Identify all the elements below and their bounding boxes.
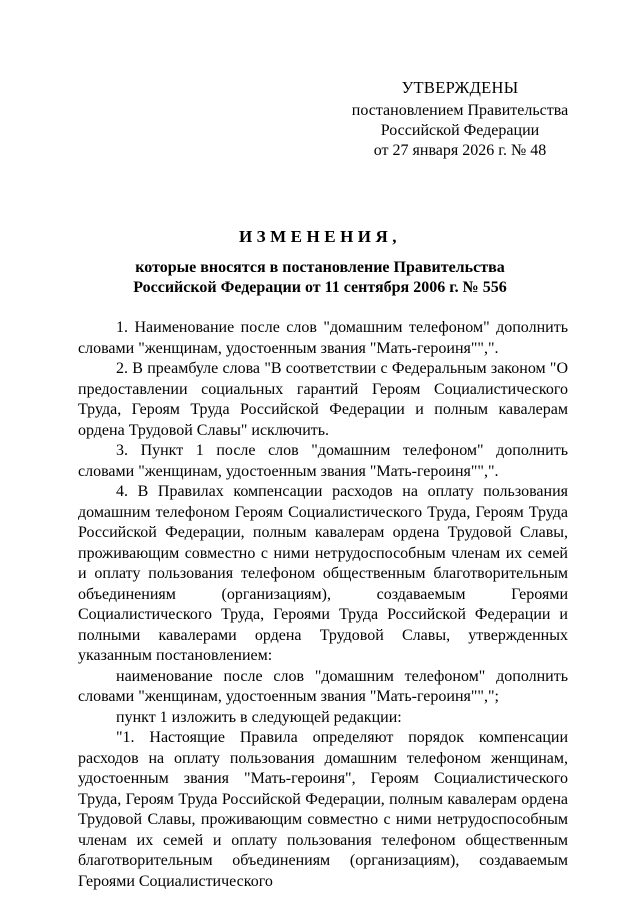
approval-line-3: от 27 января 2026 г. № 48 xyxy=(373,142,547,159)
paragraph-5: наименование после слов "домашним телефоном" дополнить словами "женщинам, удостоенным звания "Мать-героиня"","; xyxy=(78,667,568,705)
approval-line-2: Российской Федерации xyxy=(380,122,540,139)
paragraph-2: 2. В преамбуле слова "В соответствии с Федеральным законом "О предоставлении социальных гарантий Героям Социалистического Труда, Героям Труда Российской Федерации и полным кавалерам ордена Трудовой Славы" исключить. xyxy=(78,360,568,439)
document-body xyxy=(78,318,568,892)
title-subtitle-line-2: Российской Федерации от 11 сентября 2006 г. № 556 xyxy=(133,279,507,296)
paragraph-4: 4. В Правилах компенсации расходов на оплату пользования домашним телефоном Героям Социалистического Труда, Героям Труда Российской Федерации, полным кавалерам ордена Трудовой Славы, проживающим совместно с ними нетрудоспособным членам их семей и оплату пользования телефоном общественным благотворительным объединениям (организациям), создаваемым Героями Социалистического Труда, Героями Труда Российской Федерации и полными кавалерами ордена Трудовой Славы, утвержденных указанным постановлением: xyxy=(78,483,568,664)
paragraph-3: 3. Пункт 1 после слов "домашним телефоном" дополнить словами "женщинам, удостоенным звания "Мать-героиня"",". xyxy=(78,442,568,480)
approval-stamp xyxy=(340,78,580,161)
title-subtitle-line-1: которые вносятся в постановление Правительства xyxy=(135,259,505,276)
approval-heading: УТВЕРЖДЕНЫ xyxy=(401,78,519,97)
approval-line-1: постановлением Правительства xyxy=(351,102,569,119)
document-title xyxy=(60,226,580,298)
paragraph-7: "1. Настоящие Правила определяют порядок компенсации расходов на оплату пользования домашним телефоном женщинам, удостоенным звания "Мать-героиня", Героям Социалистического Труда, Героям Труда Российской Федерации, полным кавалерам ордена Трудовой Славы, проживающим совместно с ними нетрудоспособным членам их семей и оплату пользования телефоном общественным благотворительным объединениям (организациям), создаваемым Героями Социалистического xyxy=(78,729,568,890)
title-main: ИЗМЕНЕНИЯ, xyxy=(238,227,402,246)
paragraph-1: 1. Наименование после слов "домашним телефоном" дополнить словами "женщинам, удостоенным звания "Мать-героиня"",". xyxy=(78,319,568,357)
paragraph-6: пункт 1 изложить в следующей редакции: xyxy=(116,708,402,726)
